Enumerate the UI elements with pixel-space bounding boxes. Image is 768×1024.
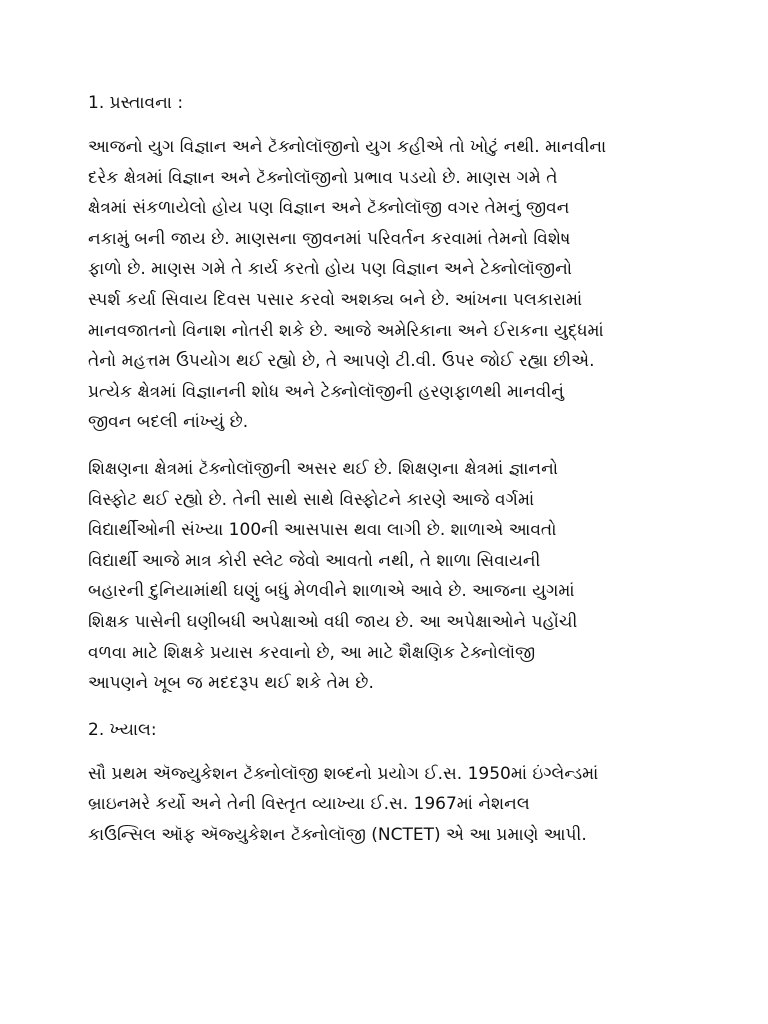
document-page <box>88 88 688 866</box>
text-line: માનવજાતનો વિનાશ નોતરી શકે છે. આજે અમેરિકાના અને ઈરાકના યુદ્ધમાં <box>88 320 604 341</box>
section-heading: 2. ખ્યાલ: <box>88 719 157 740</box>
section-concept <box>88 715 688 851</box>
text-line: કાઉન્સિલ ઑફ ઍજ્યુકેશન ટૅક્નોલૉજી (NCTET) એ આ પ્રમાણે આપી. <box>88 824 587 845</box>
text-line: વળવા માટે શિક્ષકે પ્રયાસ કરવાનો છે, આ માટે શૈક્ષણિક ટેક્નોલૉજી <box>88 642 536 663</box>
text-line: શિક્ષક પાસેની ઘણીબધી અપેક્ષાઓ વધી જાય છે. આ અપેક્ષાઓને પહોંચી <box>88 611 578 632</box>
text-line: ફાળો છે. માણસ ગમે તે કાર્ય કરતો હોય પણ વિજ્ઞાન અને ટેક્નોલૉજીનો <box>88 259 573 280</box>
text-line: પ્રત્યેક ક્ષેત્રમાં વિજ્ઞાનની શોધ અને ટેક્નોલૉજીની હરણફાળથી માનવીનું <box>88 381 564 402</box>
text-line: બ્રાઇનમરે કર્યો અને તેની વિસ્તૃત વ્યાખ્યા ઈ.સ. 1967માં નેશનલ <box>88 794 530 815</box>
text-line: વિદ્યાર્થી આજે માત્ર કોરી સ્લેટ જેવો આવતો નથી, તે શાળા સિવાયની <box>88 550 541 571</box>
text-line: સૌ પ્રથમ ઍજ્યુકેશન ટૅક્નોલૉજી શબ્દનો પ્રયોગ ઈ.સ. 1950માં ઇંગ્લેન્ડમાં <box>88 763 599 784</box>
text-line: નકામું બની જાય છે. માણસના જીવનમાં પરિવર્તન કરવામાં તેમનો વિશેષ <box>88 228 571 249</box>
text-line: શિક્ષણના ક્ષેત્રમાં ટૅક્નોલૉજીની અસર થઈ છે. શિક્ષણના ક્ષેત્રમાં જ્ઞાનનો <box>88 458 558 479</box>
text-line: બહારની દુનિયામાંથી ઘણું બધું મેળવીને શાળાએ આવે છે. આજના યુગમાં <box>88 581 575 602</box>
section-introduction <box>88 88 688 699</box>
text-line: વિસ્ફોટ થઈ રહ્યો છે. તેની સાથે સાથે વિસ્ફોટને કારણે આજે વર્ગમાં <box>88 489 535 510</box>
paragraph <box>88 759 688 851</box>
text-line: જીવન બદલી નાંખ્યું છે. <box>88 412 249 433</box>
text-line: સ્પર્શ કર્યા સિવાય દિવસ પસાર કરવો અશક્ય બને છે. આંખના પલકારામાં <box>88 289 583 310</box>
paragraph <box>88 454 688 699</box>
text-line: આપણને ખૂબ જ મદદરૂપ થઈ શકે તેમ છે. <box>88 673 374 694</box>
text-line: તેનો મહત્તમ ઉપયોગ થઈ રહ્યો છે, તે આપણે ટી.વી. ઉપર જોઈ રહ્યા છીએ. <box>88 351 595 372</box>
paragraph <box>88 132 688 438</box>
text-line: ક્ષેત્રમાં સંકળાયેલો હોય પણ વિજ્ઞાન અને ટૅક્નોલૉજી વગર તેમનું જીવન <box>88 198 570 219</box>
text-line: દરેક ક્ષેત્રમાં વિજ્ઞાન અને ટૅક્નોલૉજીનો પ્રભાવ પડયો છે. માણસ ગમે તે <box>88 167 558 188</box>
text-line: આજનો યુગ વિજ્ઞાન અને ટૅક્નોલૉજીનો યુગ કહીએ તો ખોટું નથી. માનવીના <box>88 137 607 157</box>
section-heading: 1. પ્રસ્તાવના : <box>88 93 184 113</box>
text-line: વિદ્યાર્થીઓની સંખ્યા 100ની આસપાસ થવા લાગી છે. શાળાએ આવતો <box>88 520 557 541</box>
